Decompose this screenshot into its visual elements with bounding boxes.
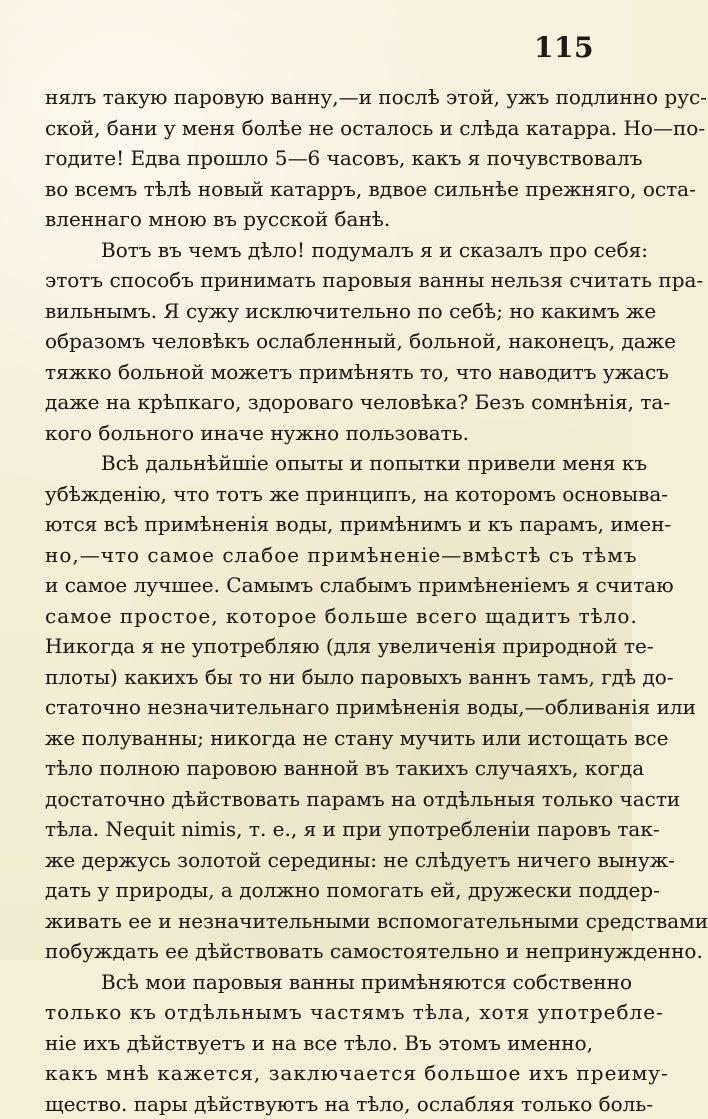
text-line [45, 82, 593, 113]
text-line-content: даже на крѣпкаго, здороваго человѣка? Безъ сомнѣнія, та- [45, 387, 593, 418]
text-line-content: ніе ихъ дѣйствуетъ и на все тѣло. Въ этомъ именно, [45, 1028, 593, 1059]
text-line-content: побуждать ее дѣйствовать самостоятельно и непринужденно. [45, 936, 593, 967]
text-line-content: щество. пары дѣйствуютъ на тѣло, ослабляя только боль- [45, 1089, 593, 1119]
text-line-content: образомъ человѣкъ ослабленный, больной, наконецъ, даже [45, 326, 593, 357]
text-line [45, 1089, 593, 1119]
text-line [45, 418, 593, 449]
text-line [45, 631, 593, 662]
text-line-content: кого больного иначе нужно пользовать. [45, 418, 593, 449]
text-line [45, 296, 593, 327]
page-number: 115 [534, 34, 594, 62]
text-line [45, 692, 593, 723]
text-line [45, 204, 593, 235]
text-line-content: вильнымъ. Я сужу исключительно по себѣ; но какимъ же [45, 296, 593, 327]
text-line-content: тѣла. Nequit nimis, т. е., я и при употребленіи паровъ так- [45, 814, 593, 845]
text-line-content: убѣжденію, что тотъ же принципъ, на которомъ основыва- [45, 479, 593, 510]
text-line [45, 936, 593, 967]
text-line [45, 265, 593, 296]
text-line-content: и самое лучшее. Самымъ слабымъ примѣненіемъ я считаю [45, 570, 593, 601]
text-line [45, 845, 593, 876]
text-line-content: только къ отдѣльнымъ частямъ тѣла, хотя употребле- [45, 997, 593, 1028]
text-line [45, 875, 593, 906]
page-text-block [45, 82, 593, 1119]
text-line-content: самое простое, которое больше всего щадитъ тѣло. [45, 601, 593, 632]
text-line [45, 479, 593, 510]
text-line-content: Всѣ мои паровыя ванны примѣняются собственно [101, 967, 593, 998]
text-line-content: какъ мнѣ кажется, заключается большое ихъ преиму- [45, 1058, 593, 1089]
paragraph-first-line [45, 967, 593, 998]
text-line-content: во всемъ тѣлѣ новый катарръ, вдвое сильнѣе прежняго, оста- [45, 174, 593, 205]
text-line [45, 814, 593, 845]
text-line-content: этотъ способъ принимать паровыя ванны нельзя считать пра- [45, 265, 593, 296]
text-line [45, 174, 593, 205]
text-line-content: годите! Едва прошло 5—6 часовъ, какъ я почувствовалъ [45, 143, 593, 174]
text-line [45, 357, 593, 388]
text-line [45, 1058, 593, 1089]
text-line-content: живать ее и незначительными вспомогательными средствами [45, 906, 593, 937]
text-line-content: же держусь золотой середины: не слѣдуетъ ничего вынуж- [45, 845, 593, 876]
text-line [45, 906, 593, 937]
text-line [45, 143, 593, 174]
text-line-content: нялъ такую паровую ванну,—и послѣ этой, ужъ подлинно рус- [45, 82, 593, 113]
text-line-content: тѣло полною паровою ванной въ такихъ случаяхъ, когда [45, 753, 593, 784]
text-line [45, 113, 593, 144]
text-line [45, 509, 593, 540]
text-line-content: же полуванны; никогда не стану мучить или истощать все [45, 723, 593, 754]
text-line [45, 784, 593, 815]
text-line [45, 662, 593, 693]
text-line-content: плоты) какихъ бы то ни было паровыхъ ваннъ тамъ, гдѣ до- [45, 662, 593, 693]
text-line-content: Вотъ въ чемъ дѣло! подумалъ я и сказалъ про себя: [101, 235, 593, 266]
text-line [45, 540, 593, 571]
text-line-content: дать у природы, а должно помогать ей, дружески поддер- [45, 875, 593, 906]
text-line [45, 387, 593, 418]
text-line-content: вленнаго мною въ русской банѣ. [45, 204, 593, 235]
text-line-content: ской, бани у меня болѣе не осталось и слѣда катарра. Но—по- [45, 113, 593, 144]
text-line-content: достаточно дѣйствовать парамъ на отдѣльныя только части [45, 784, 593, 815]
paragraph-first-line [45, 235, 593, 266]
text-line-content: Никогда я не употребляю (для увеличенія природной те- [45, 631, 593, 662]
text-line-content: ются всѣ примѣненія воды, примѣнимъ и къ парамъ, имен- [45, 509, 593, 540]
text-line [45, 753, 593, 784]
text-line-content: тяжко больной можетъ примѣнять то, что наводитъ ужасъ [45, 357, 593, 388]
text-line [45, 1028, 593, 1059]
paragraph-first-line [45, 448, 593, 479]
text-line-content: Всѣ дальнѣйшіе опыты и попытки привели меня къ [101, 448, 593, 479]
text-line [45, 570, 593, 601]
text-line [45, 326, 593, 357]
text-line-content: но,—что самое слабое примѣненіе—вмѣстѣ съ тѣмъ [45, 540, 593, 571]
text-line [45, 997, 593, 1028]
text-line [45, 723, 593, 754]
text-line-content: статочно незначительнаго примѣненія воды,—обливанія или [45, 692, 593, 723]
text-line [45, 601, 593, 632]
